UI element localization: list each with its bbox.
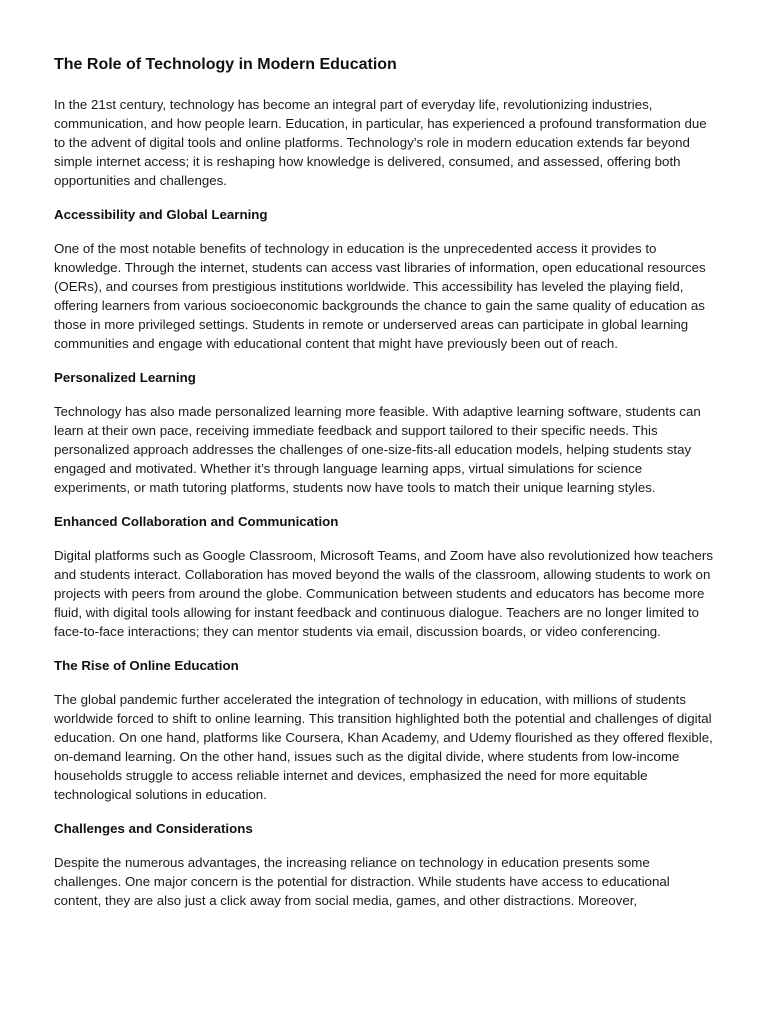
section-heading-accessibility: Accessibility and Global Learning xyxy=(54,207,268,222)
document-page xyxy=(54,54,714,910)
intro-paragraph: In the 21st century, technology has become an integral part of everyday life, revolutionizing industries, communication, and how people learn. Education, in particular, has experienced a profound transformation due to the advent of digital tools and online platforms. Technology’s role in modern education extends far beyond simple internet access; it is reshaping how knowledge is delivered, consumed, and assessed, offering both opportunities and challenges. xyxy=(54,97,707,188)
section-body-accessibility: One of the most notable benefits of technology in education is the unprecedented access it provides to knowledge. Through the internet, students can access vast libraries of information, open educational resources (OERs), and courses from prestigious institutions worldwide. This accessibility has leveled the playing field, offering learners from various socioeconomic backgrounds the chance to gain the same quality of education as those in more privileged settings. Students in remote or underserved areas can participate in global learning communities and engage with educational content that might have previously been out of reach. xyxy=(54,241,706,351)
section-heading-collaboration: Enhanced Collaboration and Communication xyxy=(54,514,339,529)
document-title: The Role of Technology in Modern Education xyxy=(54,56,397,73)
section-heading-online-education: The Rise of Online Education xyxy=(54,658,239,673)
section-body-collaboration: Digital platforms such as Google Classroom, Microsoft Teams, and Zoom have also revolutionized how teachers and students interact. Collaboration has moved beyond the walls of the classroom, allowing students to work on projects with peers from around the globe. Communication between students and educators has become more fluid, with digital tools allowing for instant feedback and continuous dialogue. Teachers are no longer limited to face-to-face interactions; they can mentor students via email, discussion boards, or video conferencing. xyxy=(54,548,713,639)
section-body-challenges: Despite the numerous advantages, the increasing reliance on technology in education presents some challenges. One major concern is the potential for distraction. While students have access to educational content, they are also just a click away from social media, games, and other distractions. Moreover, xyxy=(54,855,670,908)
section-body-personalized: Technology has also made personalized learning more feasible. With adaptive learning software, students can learn at their own pace, receiving immediate feedback and support tailored to their specific needs. This personalized approach addresses the challenges of one-size-fits-all education models, helping students stay engaged and motivated. Whether it’s through language learning apps, virtual simulations for science experiments, or math tutoring platforms, students now have tools to match their unique learning styles. xyxy=(54,404,701,495)
section-heading-personalized: Personalized Learning xyxy=(54,370,196,385)
section-heading-challenges: Challenges and Considerations xyxy=(54,821,253,836)
section-body-online-education: The global pandemic further accelerated the integration of technology in education, with millions of students worldwide forced to shift to online learning. This transition highlighted both the potential and challenges of digital education. On one hand, platforms like Coursera, Khan Academy, and Udemy flourished as they offered flexible, on-demand learning. On the other hand, issues such as the digital divide, where students from low-income households struggle to access reliable internet and devices, emphasized the need for more equitable technological solutions in education. xyxy=(54,692,713,802)
